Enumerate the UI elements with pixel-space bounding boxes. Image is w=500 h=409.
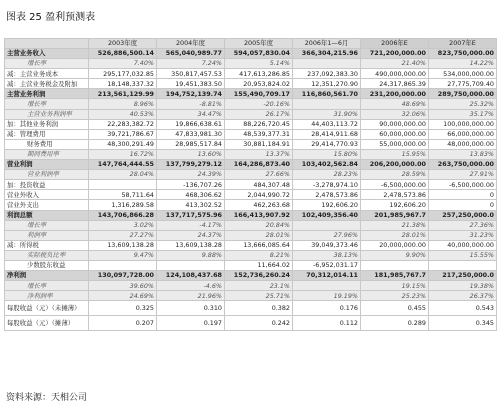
table-cell: 21.40% [361,59,429,69]
table-cell: 181,985,767.7 [361,271,429,281]
row-label: 利润率 [5,230,89,240]
table-cell: 417,613,286.85 [225,69,293,79]
table-cell: 16.72% [89,149,157,159]
table-cell: 48.69% [361,99,429,109]
table-cell: 2,044,990.72 [225,190,293,200]
table-cell: 24.39% [157,170,225,180]
table-cell: -3,278,974.10 [293,180,361,190]
table-cell: 24.37% [157,230,225,240]
table-row [5,271,497,281]
table-cell: 27.91% [429,170,497,180]
row-label: 减：所得税 [5,240,89,250]
table-cell: 237,092,383.30 [293,69,361,79]
row-label: 主营业务收入 [5,49,89,59]
table-cell: 0.310 [157,301,225,316]
table-cell: 192,606.20 [293,200,361,210]
table-cell: 27.36% [429,220,497,230]
row-label: 主营业务利润 [5,89,89,99]
table-cell: 213,561,129.99 [89,89,157,99]
table-cell: 20.84% [225,220,293,230]
table-cell: 194,752,139.74 [157,89,225,99]
row-label: 净利润率 [5,291,89,301]
table-row [5,250,497,260]
table-cell [89,180,157,190]
table-row [5,190,497,200]
table-cell: 366,304,215.96 [293,49,361,59]
table-cell: -6,952,031.17 [293,260,361,270]
table-row [5,160,497,170]
table-cell: 166,413,907.92 [225,210,293,220]
table-cell: 102,409,356.40 [293,210,361,220]
table-cell: 0.289 [361,316,429,331]
table-cell: 19,866,638.61 [157,119,225,129]
table-cell: 100,000,000.00 [429,119,497,129]
row-label: 减：管理费用 [5,129,89,139]
row-label: 增长率 [5,59,89,69]
table-cell: 28.01% [361,230,429,240]
table-cell: 21.38% [361,220,429,230]
row-label: 主营业务利润率 [5,109,89,119]
header-cell: 2005年度 [225,39,293,49]
table-cell [429,260,497,270]
table-cell: 137,799,279.12 [157,160,225,170]
table-cell: 40,000,000.00 [429,240,497,250]
row-label: 期间费用率 [5,149,89,159]
table-cell: 20,953,824.02 [225,79,293,89]
table-cell: 0 [429,200,497,210]
table-cell: 15.55% [429,250,497,260]
table-cell: 39.60% [89,281,157,291]
table-cell: 468,306.62 [157,190,225,200]
row-label: 增长率 [5,99,89,109]
table-cell: 0.543 [429,301,497,316]
table-cell: 38.13% [293,250,361,260]
table-cell: 155,490,709.17 [225,89,293,99]
table-cell: 28,414,911.68 [293,129,361,139]
table-cell: 26.17% [225,109,293,119]
table-cell: -136,707.26 [157,180,225,190]
table-row [5,260,497,270]
table-cell: 8.96% [89,99,157,109]
table-cell: 34.47% [157,109,225,119]
row-label: 加：投资收益 [5,180,89,190]
table-cell: 19.15% [361,281,429,291]
row-label: 利润总额 [5,210,89,220]
table-row [5,129,497,139]
table-cell: 143,706,866.28 [89,210,157,220]
table-cell: 27.27% [89,230,157,240]
table-cell: 28,985,517.84 [157,139,225,149]
table-cell: 594,057,830.04 [225,49,293,59]
table-cell: 26.37% [429,291,497,301]
table-cell: 12,351,270.90 [293,79,361,89]
table-cell: 58,711.64 [89,190,157,200]
table-row [5,170,497,180]
table-cell: 116,860,561.70 [293,89,361,99]
table-row [5,149,497,159]
table-cell: 48,539,377.31 [225,129,293,139]
table-row [5,79,497,89]
table-cell: 22,283,382.72 [89,119,157,129]
table-cell: 13.37% [225,149,293,159]
table-cell: 0.345 [429,316,497,331]
table-cell: 13.60% [157,149,225,159]
table-cell: 19.38% [429,281,497,291]
table-cell: 0.207 [89,316,157,331]
row-label: 实际税负比率 [5,250,89,260]
table-cell: 263,750,000.00 [429,160,497,170]
table-row [5,291,497,301]
table-row [5,230,497,240]
table-cell: 18,148,337.32 [89,79,157,89]
table-cell: 2,478,573.86 [361,190,429,200]
table-cell: 9.47% [89,250,157,260]
figure-title: 图表 25 盈利预测表 [6,12,96,23]
profit-forecast-table [4,38,497,331]
table-cell: 28.23% [293,170,361,180]
table-cell: 565,040,989.77 [157,49,225,59]
header-cell: 2003年度 [89,39,157,49]
table-cell: 152,736,260.24 [225,271,293,281]
table-cell: 31.90% [293,109,361,119]
table-cell [293,99,361,109]
table-cell: 13,666,085.64 [225,240,293,250]
row-label: 营业利润率 [5,170,89,180]
table-cell: 0.242 [225,316,293,331]
table-cell: 0 [429,190,497,200]
table-row [5,139,497,149]
table-cell: 721,200,000.00 [361,49,429,59]
row-label: 净利润 [5,271,89,281]
table-cell: 40.53% [89,109,157,119]
table-cell: 137,717,575.96 [157,210,225,220]
table-cell: 350,817,457.53 [157,69,225,79]
row-label: 营业外收入 [5,190,89,200]
table-cell: 13.83% [429,149,497,159]
table-cell: 20,000,000.00 [361,240,429,250]
table-cell: 0.197 [157,316,225,331]
table-cell: 25.32% [429,99,497,109]
row-label: 每股收益（元）（未摊薄） [5,301,89,316]
table-cell: -6,500,000.00 [429,180,497,190]
table-row [5,99,497,109]
table-cell: 0.112 [293,316,361,331]
table-cell: 28.04% [89,170,157,180]
table-row [5,59,497,69]
header-cell: 2004年度 [157,39,225,49]
table-cell [361,260,429,270]
table-cell: 24.69% [89,291,157,301]
table-cell: 295,177,032.85 [89,69,157,79]
header-cell: 2006年E [361,39,429,49]
table-row [5,200,497,210]
table-cell: 103,402,562.84 [293,160,361,170]
table-cell: 7.24% [157,59,225,69]
table-cell: 25.71% [225,291,293,301]
header-cell: 2007年E [429,39,497,49]
table-cell: 48,300,291.49 [89,139,157,149]
table-cell: 217,250,000.0 [429,271,497,281]
table-cell [293,220,361,230]
table-cell: 823,750,000.00 [429,49,497,59]
table-cell: 48,000,000.00 [429,139,497,149]
table-row [5,210,497,220]
table-row [5,281,497,291]
table-cell: -6,500,000.00 [361,180,429,190]
table-cell: 231,200,000.00 [361,89,429,99]
table-cell: 3.02% [89,220,157,230]
table-cell: 27.66% [225,170,293,180]
table-cell: 206,200,000.00 [361,160,429,170]
table-cell: 526,886,500.14 [89,49,157,59]
table-cell: 19,451,383.50 [157,79,225,89]
table-cell: 147,764,444.55 [89,160,157,170]
table-cell: 13,609,138.28 [157,240,225,250]
table-cell: 39,049,373.46 [293,240,361,250]
table-cell: 28.59% [361,170,429,180]
table-cell: 90,000,000.00 [361,119,429,129]
table-cell: 257,250,000.0 [429,210,497,220]
table-cell: 27.96% [293,230,361,240]
table-row [5,49,497,59]
table-cell: 130,097,728.00 [89,271,157,281]
table-cell: 192,606.20 [361,200,429,210]
table-cell: 7.40% [89,59,157,69]
table-cell: 25.23% [361,291,429,301]
table-row [5,220,497,230]
table-cell: 28.01% [225,230,293,240]
table-cell: 534,000,000.00 [429,69,497,79]
table-cell: 30,881,184.91 [225,139,293,149]
row-label: 增长率 [5,281,89,291]
table-cell: 35.17% [429,109,497,119]
table-cell: -4.6% [157,281,225,291]
table-cell: 19.19% [293,291,361,301]
table-body [5,49,497,331]
table-cell: 14.22% [429,59,497,69]
table-cell: 55,000,000.00 [361,139,429,149]
row-label: 财务费用 [5,139,89,149]
table-cell: 11,664.02 [225,260,293,270]
header-cell: 2006年1—6月 [293,39,361,49]
table-cell: 32.06% [361,109,429,119]
table-row [5,119,497,129]
row-label: 增长率 [5,220,89,230]
table-cell: 0.176 [293,301,361,316]
table-cell: 88,226,720.45 [225,119,293,129]
table-cell [157,260,225,270]
table-row [5,89,497,99]
table-cell [293,59,361,69]
row-label: 少数股东收益 [5,260,89,270]
table-row [5,240,497,250]
table-cell: 66,000,000.00 [429,129,497,139]
row-label: 营业利润 [5,160,89,170]
table-cell: 9.90% [361,250,429,260]
table-cell: 29,414,770.93 [293,139,361,149]
table-cell: 60,000,000.00 [361,129,429,139]
table-row [5,180,497,190]
table-cell: 0.455 [361,301,429,316]
table-cell: 0.325 [89,301,157,316]
table-cell: -8.81% [157,99,225,109]
table-row [5,316,497,331]
source-note: 资料来源：天相公司 [6,393,88,403]
table-cell: 413,302.52 [157,200,225,210]
table-cell: 39,721,786.67 [89,129,157,139]
table-cell: 8.21% [225,250,293,260]
table-cell: 15.80% [293,149,361,159]
header-cell [5,39,89,49]
table-cell: 27,775,709.40 [429,79,497,89]
table-cell: 13,609,138.28 [89,240,157,250]
table-cell: 2,478,573.86 [293,190,361,200]
table-cell: 164,286,873.40 [225,160,293,170]
table-cell: -4.17% [157,220,225,230]
table-cell: 31.23% [429,230,497,240]
table-cell: 24,317,865.39 [361,79,429,89]
table-header-row [5,39,497,49]
table-row [5,301,497,316]
table-cell: 124,108,437.68 [157,271,225,281]
table-cell: 44,403,113.72 [293,119,361,129]
row-label: 每股收益（元）（摊薄） [5,316,89,331]
table-cell [89,260,157,270]
table-cell: 289,750,000.00 [429,89,497,99]
table-cell: 484,307.48 [225,180,293,190]
table-cell [293,281,361,291]
table-row [5,109,497,119]
row-label: 减：主营业务成本 [5,69,89,79]
table-cell: 15.95% [361,149,429,159]
table-cell: 0.382 [225,301,293,316]
row-label: 营业外支出 [5,200,89,210]
table-cell: 490,000,000.00 [361,69,429,79]
row-label: 加：其他业务利润 [5,119,89,129]
row-label: 减：主营业务税金及附加 [5,79,89,89]
table-cell: 201,985,967.7 [361,210,429,220]
table-row [5,69,497,79]
table-cell: 1,316,289.58 [89,200,157,210]
table-cell: 47,833,981.30 [157,129,225,139]
table-cell: 462,263.68 [225,200,293,210]
table-cell: 9.88% [157,250,225,260]
table-cell: 70,312,014.11 [293,271,361,281]
table-cell: -20.16% [225,99,293,109]
table-cell: 5.14% [225,59,293,69]
table-cell: 21.96% [157,291,225,301]
table-cell: 23.1% [225,281,293,291]
